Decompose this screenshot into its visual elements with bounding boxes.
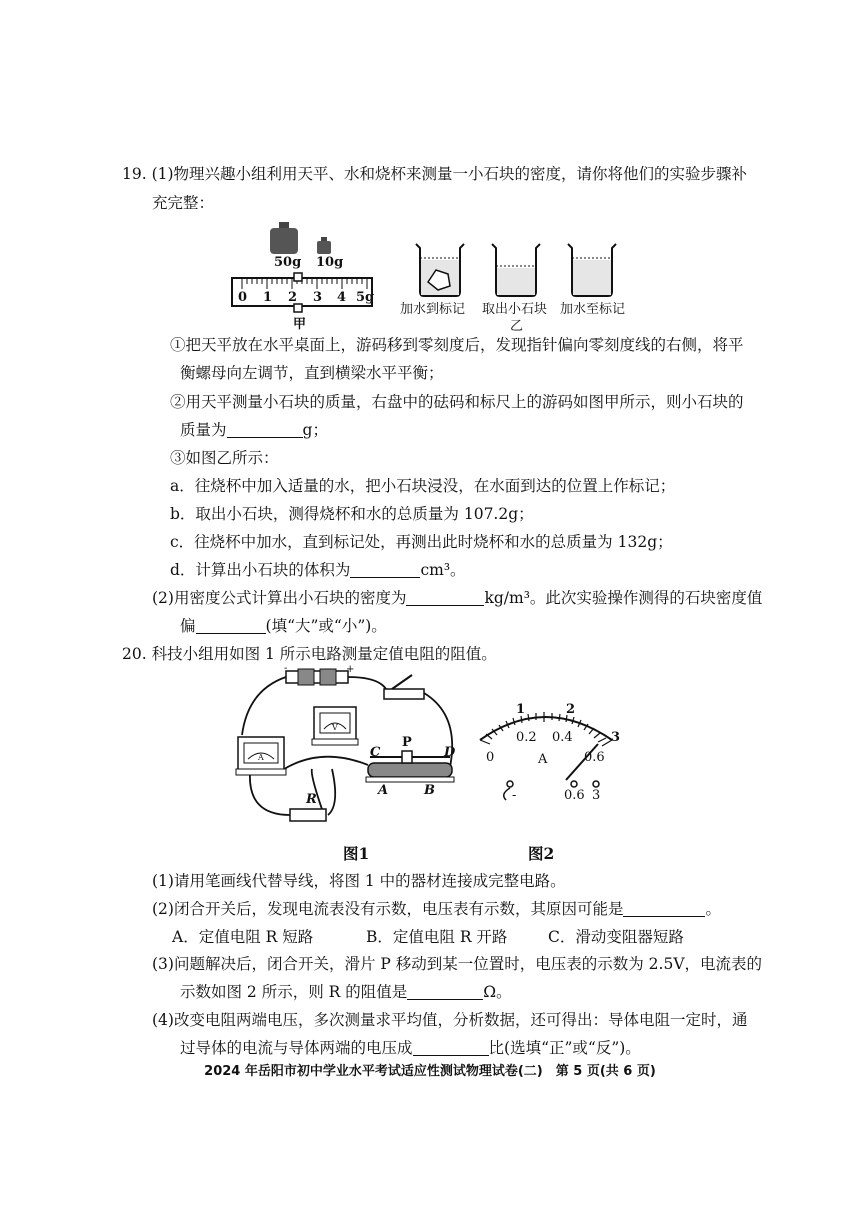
wire-voltmeter-resistor [328, 769, 335, 815]
beaker-1-label: 加水到标记 [400, 302, 466, 317]
q20-part3-unit: Ω。 [483, 983, 512, 1001]
figure-yi-label: 乙 [510, 319, 524, 334]
weight-10g-knob [321, 237, 327, 241]
terminal-minus-label: - [512, 788, 517, 803]
switch-icon [384, 689, 424, 699]
terminal-3-icon [593, 781, 599, 787]
figure-jia-label: 甲 [293, 317, 307, 332]
q19-number: 19. [122, 165, 147, 183]
wire-ammeter-resistor [250, 773, 290, 815]
figure-1-circuit [228, 665, 468, 835]
q19-part2b-post: (填“大”或“小”)。 [265, 617, 387, 635]
q20-part2-text: (2)闭合开关后，发现电流表没有示数，电压表有示数，其原因可能是 [152, 900, 624, 918]
beaker-3-label: 加水至标记 [560, 302, 626, 317]
q20-part4-post: 比(选填“正”或“反”)。 [488, 1039, 641, 1057]
rheostat-icon [368, 763, 452, 777]
dial-bottom-label-0.4: 0.4 [552, 730, 573, 745]
q19-step-c: c．往烧杯中加水，直到标记处，再测出此时烧杯和水的总质量为 132g； [170, 533, 673, 551]
terminal-D-label: D [444, 745, 456, 760]
answer-blank-density[interactable] [406, 589, 484, 606]
q19-part2-mid: kg/m³。此次实验操作测得的石块密度值 [484, 589, 763, 607]
q20-option-c[interactable]: C．滑动变阻器短路 [548, 928, 684, 946]
dial-top-label-3: 3 [611, 730, 621, 745]
scale-rider-top [294, 273, 302, 281]
terminal-B-label: B [424, 783, 435, 798]
q19-intro-line2: 充完整： [152, 194, 215, 212]
svg-text:V: V [332, 723, 338, 732]
q20-part1: (1)请用笔画线代替导线，将图 1 中的器材连接成完整电路。 [152, 872, 566, 890]
q20-part4-line1: (4)改变电阻两端电压，多次测量求平均值，分析数据，还可得出：导体电阻一定时，通 [152, 1011, 748, 1029]
q19-part2b-text: 偏 [180, 617, 196, 635]
weight-50g-label: 50g [274, 255, 302, 270]
rheostat-slider-icon [402, 751, 412, 763]
q20-part2-end: 。 [705, 900, 721, 918]
answer-blank-bias[interactable] [196, 617, 266, 634]
q19-part2-line1 [152, 587, 762, 609]
answer-blank-cause[interactable] [623, 900, 705, 917]
svg-text:A: A [258, 753, 264, 762]
slider-P-label: P [402, 735, 412, 750]
scale-tick-4: 4 [337, 290, 347, 305]
answer-blank-proportion[interactable] [413, 1039, 489, 1056]
q19-step-b: b．取出小石块，测得烧杯和水的总质量为 107.2g； [170, 505, 534, 523]
q20-option-b[interactable]: B．定值电阻 R 开路 [366, 928, 508, 946]
scale-tick-1: 1 [263, 290, 273, 305]
q19-step2-text: 质量为 [180, 421, 227, 439]
q19-intro-text: (1)物理兴趣小组利用天平、水和烧杯来测量一小石块的密度，请你将他们的实验步骤补 [151, 165, 748, 183]
q20-option-a[interactable]: A．定值电阻 R 短路 [172, 928, 314, 946]
weight-10g-icon [317, 241, 331, 254]
terminal-C-label: C [370, 745, 381, 760]
scale-tick-0: 0 [238, 290, 248, 305]
q20-number: 20. [122, 645, 147, 663]
terminal-0-6-label: 0.6 [564, 788, 585, 803]
q20-part4-line2 [180, 1037, 641, 1059]
scale-tick-2: 2 [288, 290, 298, 305]
scale-tick-5g: 5g [356, 290, 375, 305]
dial-bottom-label-0.2: 0.2 [516, 730, 537, 745]
weight-50g-knob [279, 222, 289, 228]
answer-blank-mass[interactable] [227, 421, 303, 438]
terminal-0-6-icon [571, 781, 577, 787]
q19-step-d [170, 559, 466, 581]
svg-text:+: + [346, 665, 355, 675]
wire-battery-switch [348, 677, 386, 689]
figure-jia [228, 215, 378, 330]
dial-bottom-label-0: 0 [486, 750, 495, 765]
figure-2-ammeter-dial [470, 700, 640, 810]
q20-part2 [152, 898, 721, 920]
beaker-2-label: 取出小石块 [482, 302, 548, 317]
q20-part4-text: 过导体的电流与导体两端的电压成 [180, 1039, 413, 1057]
q19-step2-unit: g； [302, 421, 328, 439]
weight-50g-icon [270, 228, 298, 254]
q19-step2-line2 [180, 419, 328, 441]
q19-step-d-unit: cm³。 [420, 561, 466, 579]
resistor-R-icon [290, 809, 326, 821]
circuit-drawing [228, 665, 468, 835]
svg-text:-: - [284, 665, 288, 674]
dial-bottom-label-0.6: 0.6 [584, 750, 605, 765]
q20-intro [122, 643, 497, 665]
wire-battery-left [242, 677, 286, 735]
q20-intro-text: 科技小组用如图 1 所示电路测量定值电阻的阻值。 [151, 645, 497, 663]
q19-step-d-text: d．计算出小石块的体积为 [170, 561, 351, 579]
q19-step3: ③如图乙所示： [170, 449, 279, 467]
figure-yi [398, 240, 638, 332]
dial-top-label-2: 2 [566, 702, 576, 717]
weight-10g-label: 10g [316, 255, 344, 270]
battery-icon [286, 671, 348, 683]
q20-part3-line2 [180, 981, 512, 1003]
q19-step2-line1: ②用天平测量小石块的质量，右盘中的砝码和标尺上的游码如图甲所示，则小石块的 [170, 393, 744, 411]
terminal-minus-icon [507, 781, 513, 787]
page-footer: 2024 年岳阳市初中学业水平考试适应性测试物理试卷(二) 第 5 页(共 6 页) [204, 1064, 656, 1079]
answer-blank-volume[interactable] [350, 561, 420, 578]
dial-unit-label: A [538, 752, 548, 767]
wire-ammeter-rheostat [278, 757, 368, 773]
q19-step1-line1: ①把天平放在水平桌面上，游码移到零刻度后，发现指针偏向零刻度线的右侧，将平 [170, 336, 744, 354]
answer-blank-resistance[interactable] [407, 983, 483, 1000]
q19-step-a: a．往烧杯中加入适量的水，把小石块浸没，在水面到达的位置上作标记； [170, 477, 676, 495]
terminal-3-label: 3 [592, 788, 601, 803]
q19-intro-line1 [122, 163, 747, 185]
q20-part3-line1: (3)问题解决后，闭合开关，滑片 P 移动到某一位置时，电压表的示数为 2.5V，电流表的 [152, 955, 763, 973]
scale-rider-bottom [294, 304, 302, 312]
terminal-A-label: A [378, 783, 389, 798]
dial-top-label-1: 1 [516, 702, 526, 717]
q19-step1-line2: 衡螺母向左调节，直到横梁水平平衡； [180, 364, 444, 382]
q19-part2-line2 [180, 615, 387, 637]
beakers-drawing [398, 240, 638, 300]
q20-part3-text: 示数如图 2 所示，则 R 的阻值是 [180, 983, 408, 1001]
figure-1-caption: 图1 [343, 844, 370, 863]
dial-arc [480, 717, 612, 740]
figure-2-caption: 图2 [528, 844, 555, 863]
scale-tick-3: 3 [313, 290, 323, 305]
resistor-R-label: R [306, 792, 317, 807]
ammeter-dial-drawing [470, 700, 640, 810]
q19-part2-text: (2)用密度公式计算出小石块的密度为 [152, 589, 407, 607]
